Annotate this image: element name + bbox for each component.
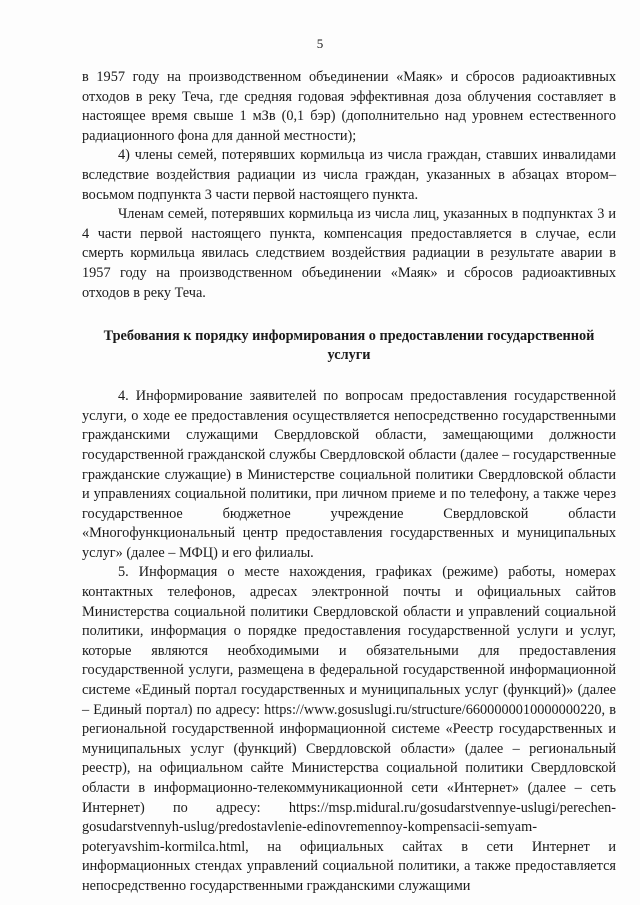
gosuslugi-link[interactable]: https://www.gosuslugi.ru/structure/6600000010000000220, [264, 701, 606, 718]
document-body [82, 68, 616, 897]
msp-midural-link[interactable]: https://msp.midural.ru/gosudarstvennye-uslugi/perechen-gosudarstvennyh-uslug/predostavlenie-edinovremennoy-kompensacii-semyam-poteryavshim-kormilca.html, [82, 799, 616, 855]
paragraph-5 [82, 563, 616, 896]
paragraph-5-text-2: в региональной государственной информационной системе «Реестр государственных и муниципальных услуг (функций) Свердловской области» (далее – региональный реестр), на официальном сайте Министерства социальной политики Свердловской области в информационно-телекоммуникационной сети «Интернет» (далее – сеть Интернет) по адресу: [82, 701, 616, 816]
paragraph-5-text-3: на официальных сайтах в сети Интернет и информационных стендах управлений социальной политики, а также предоставляется непосредственно государственными гражданскими служащими [82, 838, 616, 894]
paragraph-compensation: Членам семей, потерявших кормильца из числа лиц, указанных в подпунктах 3 и 4 части первой настоящего пункта, компенсация предоставляется в случае, если смерть кормильца явилась следствием воздействия радиации в результате аварии в 1957 году на производственном объединении «Маяк» и сбросов радиоактивных отходов в реку Теча. [82, 206, 616, 301]
page-number: 5 [316, 36, 324, 51]
paragraph-continuation: в 1957 году на производственном объединении «Маяк» и сбросов радиоактивных отходов в реку Теча, где средняя годовая эффективная доза облучения составляет в настоящее время свыше 1 мЗв (0,1 бэр) (дополнительно над уровнем естественного радиационного фона для данной местности); [82, 69, 616, 144]
paragraph-item-4: 4) члены семей, потерявших кормильца из числа граждан, ставших инвалидами вследствие воздействия радиации из числа граждан, указанных в абзацах втором–восьмом подпункта 3 части первой настоящего пункта. [82, 147, 616, 203]
section-heading: Требования к порядку информирования о предоставлении государственной услуги [103, 328, 595, 364]
paragraph-5-text-1: 5. Информация о месте нахождения, графиках (режиме) работы, номерах контактных телефонов, адресах электронной почты и официальных сайтов Министерства социальной политики Свердловской области и управлений социальной политики, информация о порядке предоставления государственной услуги и услуг, которые являются необходимыми и обязательными для предоставления государственной услуги, размещена в федеральной государственной информационной системе «Единый портал государственных и муниципальных услуг (функций)» (далее – Единый портал) по адресу: [82, 564, 616, 718]
paragraph-4: 4. Информирование заявителей по вопросам предоставления государственной услуги, о ходе ее предоставления осуществляется непосредственно государственными гражданскими служащими Свердловской области, замещающими должности государственной гражданской службы Свердловской области (далее – государственные гражданские служащие) в Министерстве социальной политики Свердловской области и управлениях социальной политики, при личном приеме и по телефону, а также через государственное бюджетное учреждение Свердловской области «Многофункциональный центр предоставления государственных и муниципальных услуг» (далее – МФЦ) и его филиалы. [82, 388, 616, 561]
